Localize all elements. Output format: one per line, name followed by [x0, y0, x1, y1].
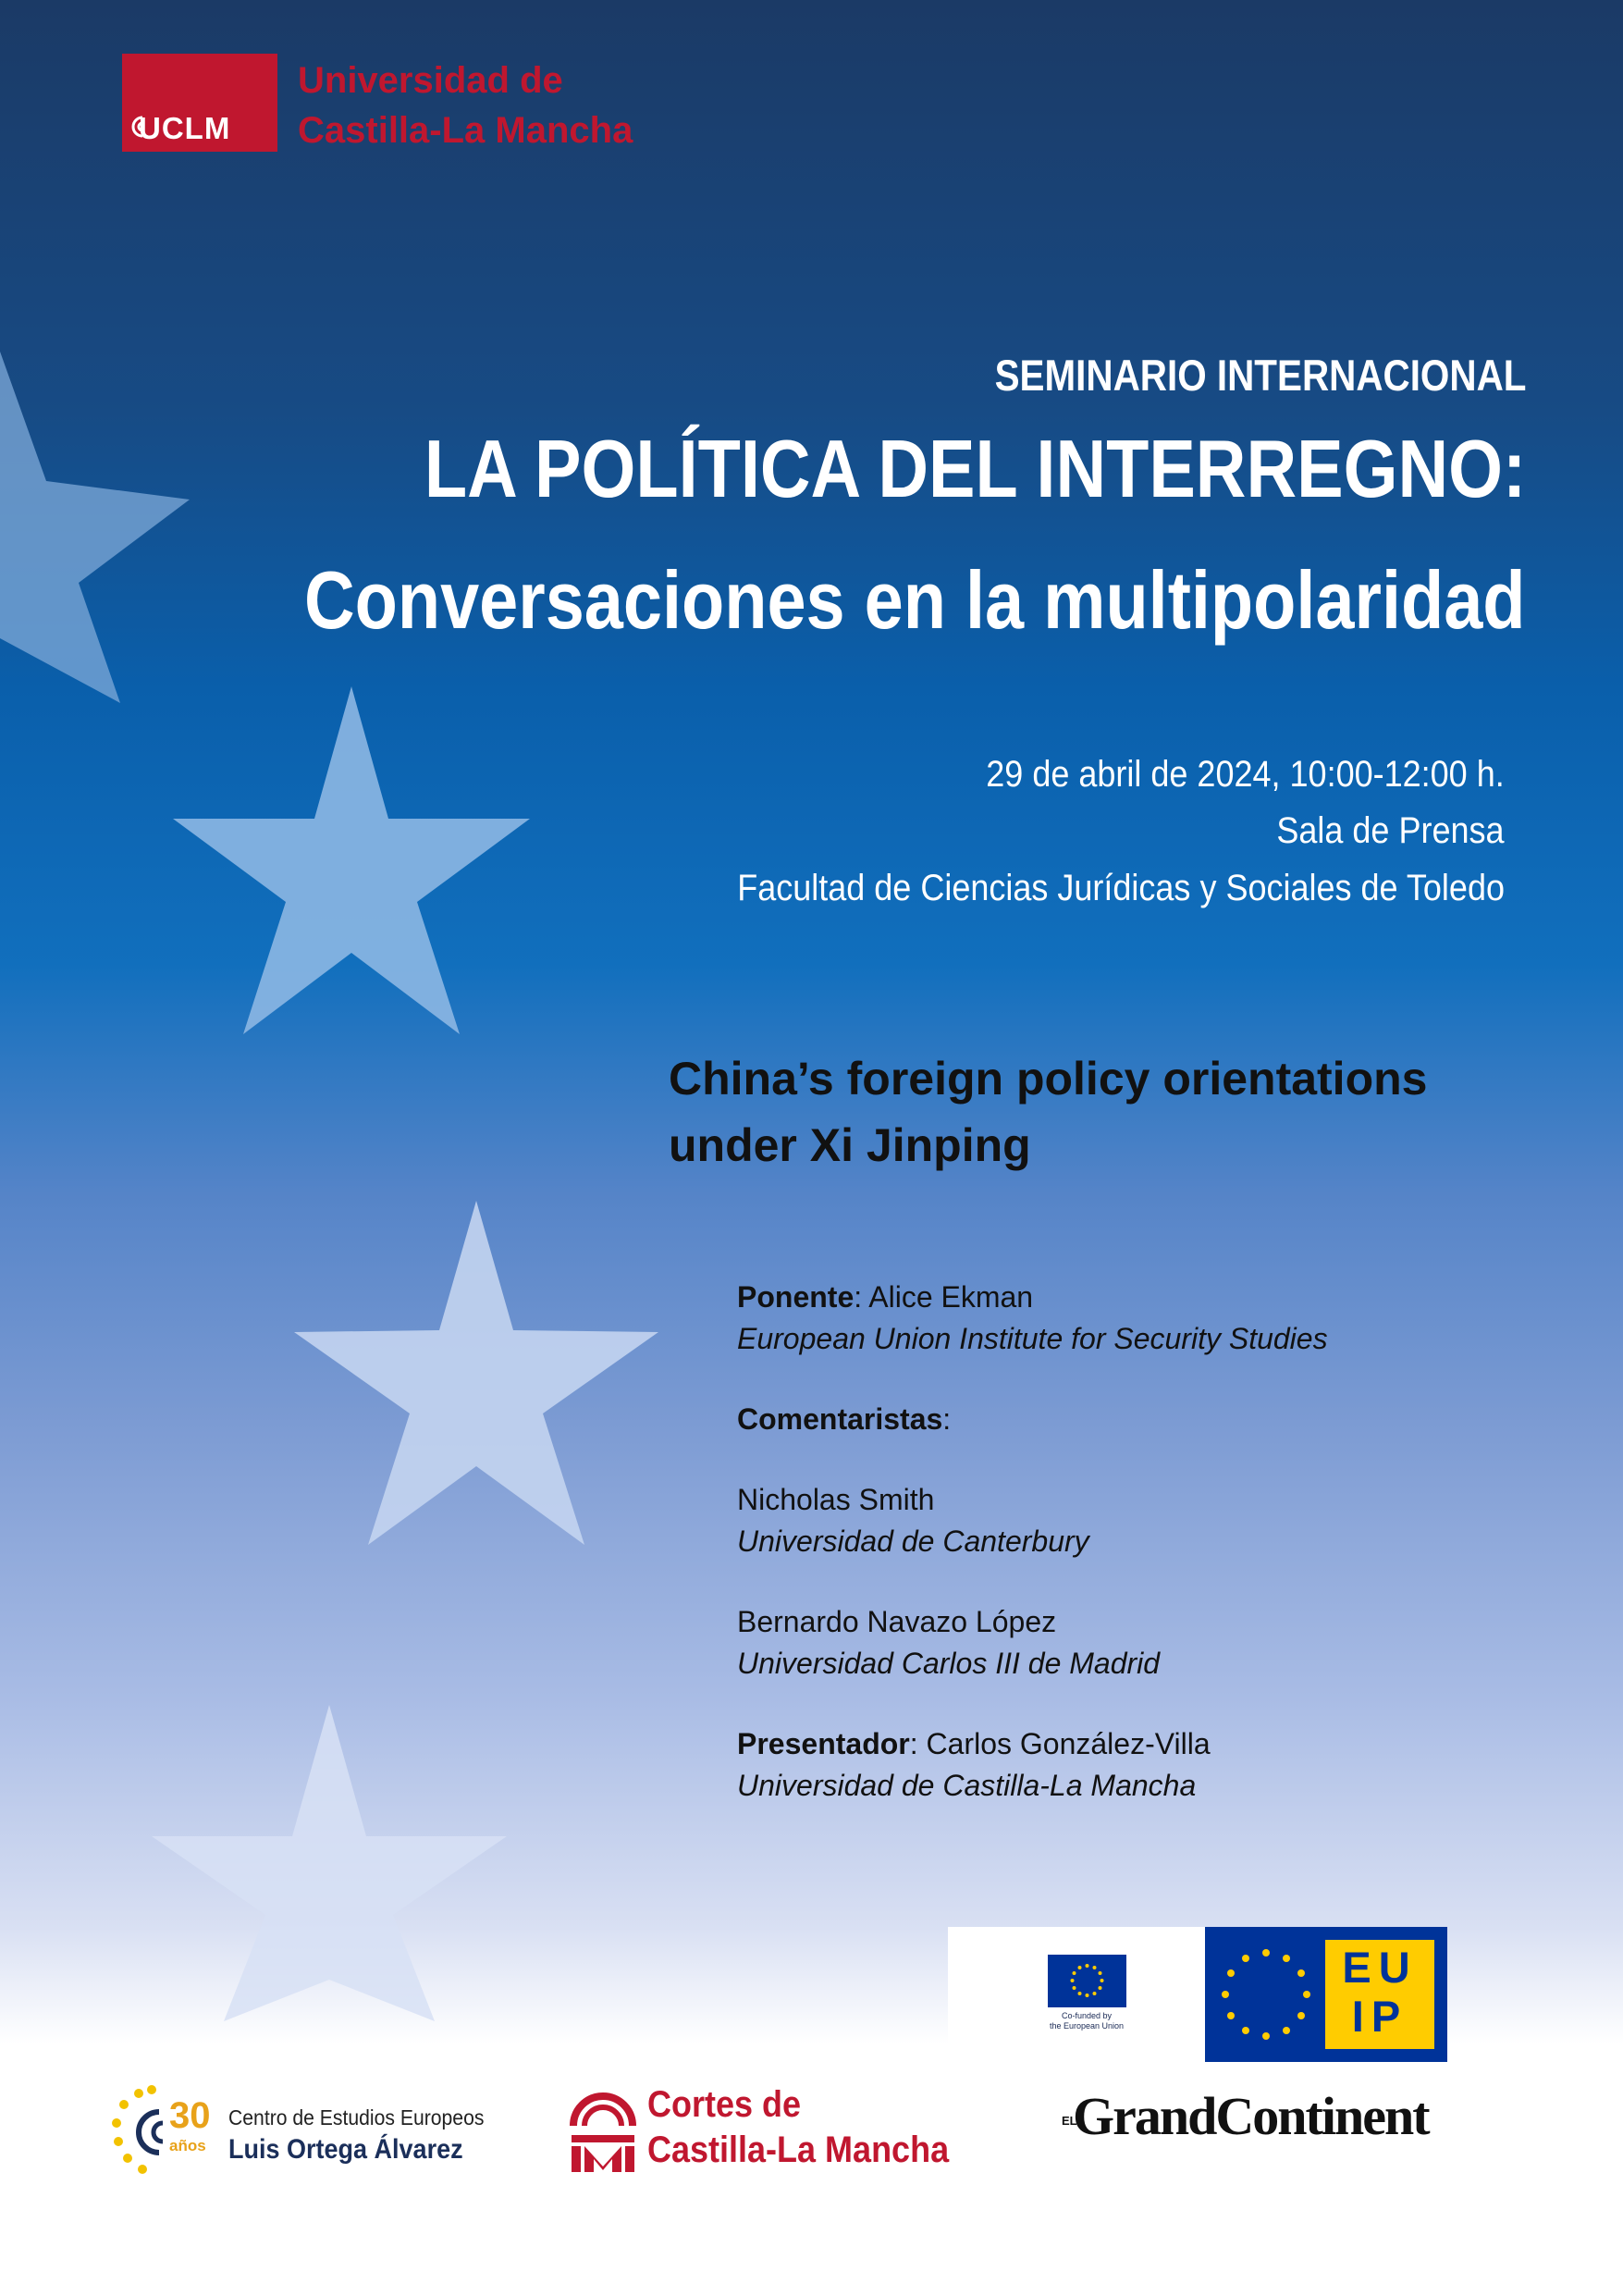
star-decoration [0, 352, 190, 703]
cortes-building-icon [568, 2081, 638, 2174]
university-name [298, 56, 633, 155]
event-title-line1: LA POLÍTICA DEL INTERREGNO: [424, 423, 1526, 514]
star-decoration [294, 1201, 658, 1545]
ce-name-line1: Centro de Estudios Europeos [228, 2105, 485, 2129]
event-title-line2: Conversaciones en la multipolaridad [304, 554, 1526, 646]
university-name-line1: Universidad de [298, 60, 563, 101]
commentator1-name: Nicholas Smith [737, 1483, 935, 1516]
grand-continent-prefix: EL [1062, 2114, 1077, 2128]
ce-name-line2: Luis Ortega Álvarez [228, 2134, 463, 2165]
event-room: Sala de Prensa [1276, 810, 1505, 851]
euip-logo-text: EU IP [1342, 1943, 1418, 2041]
speaker-label: Ponente [737, 1280, 855, 1314]
cortes-name-line2: Castilla-La Mancha [647, 2129, 950, 2170]
talk-title [669, 1045, 1427, 1179]
eu-cofunded-text: Co-funded by the European Union [1049, 2011, 1125, 2031]
talk-title-line1: China’s foreign policy orientations [669, 1053, 1428, 1105]
participants-list [737, 1277, 1328, 1807]
eu-flag-icon [1048, 1955, 1126, 2007]
commentators-label: Comentaristas [737, 1402, 943, 1436]
event-faculty: Facultad de Ciencias Jurídicas y Sociales de Toledo [737, 868, 1505, 908]
event-date: 29 de abril de 2024, 10:00-12:00 h. [986, 754, 1505, 795]
ce-anniversary-number: 30 [169, 2095, 211, 2136]
grand-continent-logo: GrandContinent [1073, 2086, 1429, 2146]
commentator1-affiliation: Universidad de Canterbury [737, 1524, 1089, 1558]
euip-stars-icon [1211, 1940, 1321, 2049]
commentator2-affiliation: Universidad Carlos III de Madrid [737, 1647, 1161, 1680]
university-name-line2: Castilla-La Mancha [298, 110, 633, 151]
ce-anniversary-label: años [169, 2137, 206, 2154]
uclm-logo-text: UCLM [139, 111, 231, 145]
speaker-line [737, 1277, 1328, 1318]
commentators-line: Comentaristas: [737, 1402, 952, 1436]
star-decoration [152, 1705, 507, 2021]
presenter-affiliation: Universidad de Castilla-La Mancha [737, 1769, 1197, 1802]
star-decoration [173, 686, 530, 1034]
seminar-kicker: SEMINARIO INTERNACIONAL [994, 351, 1526, 400]
speaker-affiliation: European Union Institute for Security Studies [737, 1322, 1328, 1355]
presenter-label: Presentador [737, 1727, 910, 1760]
presenter-line [737, 1723, 1328, 1765]
presenter-name: : Carlos González-Villa [909, 1727, 1211, 1760]
speaker-name: : Alice Ekman [854, 1280, 1034, 1314]
commentator2-name: Bernardo Navazo López [737, 1605, 1057, 1638]
talk-title-line2: under Xi Jinping [669, 1119, 1031, 1171]
cortes-name-line1: Cortes de [647, 2084, 802, 2125]
